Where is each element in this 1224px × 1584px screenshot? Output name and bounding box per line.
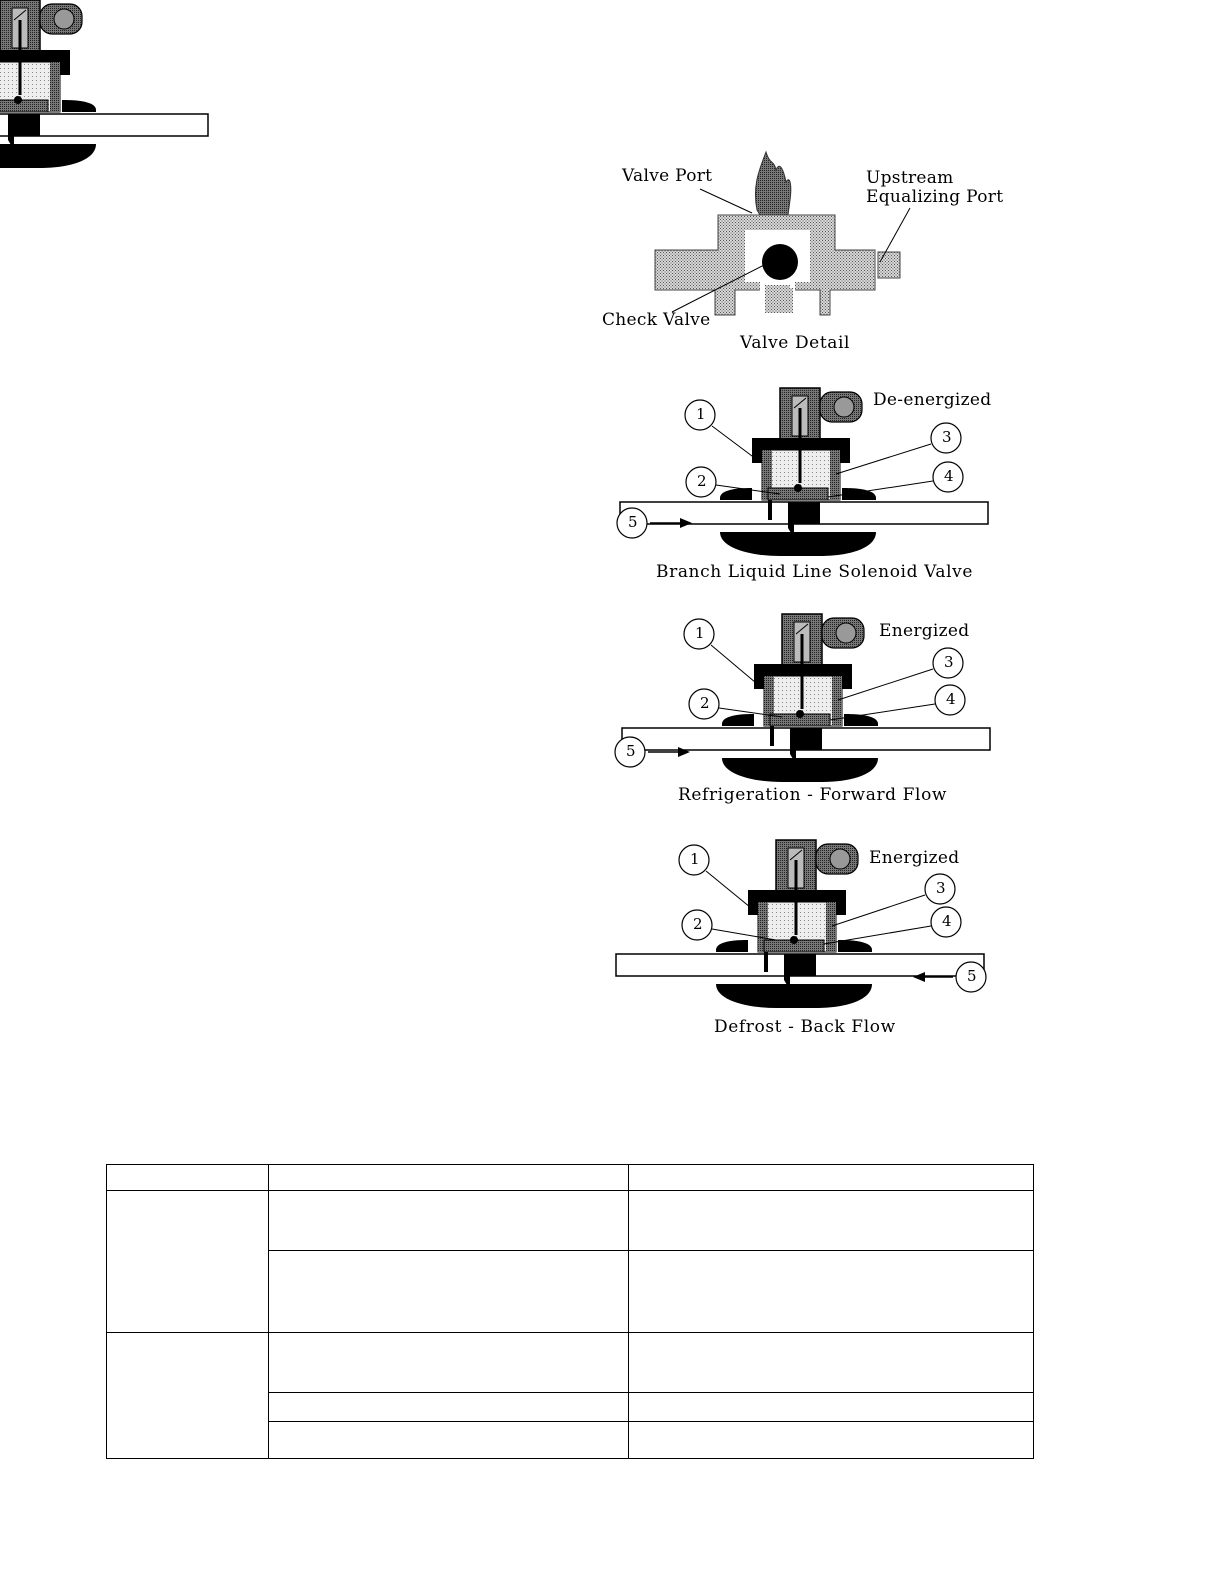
table-cell [269, 1165, 629, 1191]
callout-number-5: 5 [626, 742, 636, 760]
valve-port-label: Valve Port [622, 166, 713, 186]
table-cell [629, 1422, 1034, 1459]
callout-number-1: 1 [690, 850, 700, 868]
table-cell [269, 1422, 629, 1459]
upstream-label: Upstream [866, 168, 954, 188]
table-row [107, 1191, 1034, 1251]
table-cell [629, 1191, 1034, 1251]
table-cell [269, 1251, 629, 1333]
state-label-3: Energized [869, 848, 960, 868]
table-cell [629, 1333, 1034, 1393]
troubleshooting-table [106, 1164, 1034, 1459]
table-cell [107, 1333, 269, 1459]
callout-number-1: 1 [696, 405, 706, 423]
diagram-caption-2: Refrigeration - Forward Flow [678, 785, 948, 805]
table-cell [269, 1393, 629, 1422]
state-label-1: De-energized [873, 390, 992, 410]
table-cell [269, 1191, 629, 1251]
callout-number-1: 1 [695, 624, 705, 642]
table-cell [629, 1165, 1034, 1191]
callout-number-2: 2 [693, 915, 703, 933]
callout-number-2: 2 [700, 694, 710, 712]
callout-number-3: 3 [944, 653, 954, 671]
callout-number-3: 3 [936, 879, 946, 897]
table-cell [269, 1333, 629, 1393]
callout-number-2: 2 [697, 472, 707, 490]
callout-number-4: 4 [942, 912, 952, 930]
callout-number-3: 3 [942, 428, 952, 446]
table-row [107, 1333, 1034, 1393]
table-cell [629, 1251, 1034, 1333]
check-valve-label: Check Valve [602, 310, 711, 330]
table-header-row [107, 1165, 1034, 1191]
callout-number-5: 5 [967, 967, 977, 985]
diagram-caption-3: Defrost - Back Flow [714, 1017, 896, 1037]
equalizing-port-label: Equalizing Port [866, 187, 1004, 207]
table-cell [629, 1393, 1034, 1422]
diagram-caption-1: Branch Liquid Line Solenoid Valve [656, 562, 974, 582]
valve-detail-caption: Valve Detail [740, 333, 851, 353]
table-cell [107, 1165, 269, 1191]
state-label-2: Energized [879, 621, 970, 641]
callout-number-4: 4 [944, 467, 954, 485]
table-cell [107, 1191, 269, 1333]
solenoid-de-energized-diagram [617, 388, 988, 556]
callout-number-4: 4 [946, 690, 956, 708]
callout-number-5: 5 [628, 513, 638, 531]
